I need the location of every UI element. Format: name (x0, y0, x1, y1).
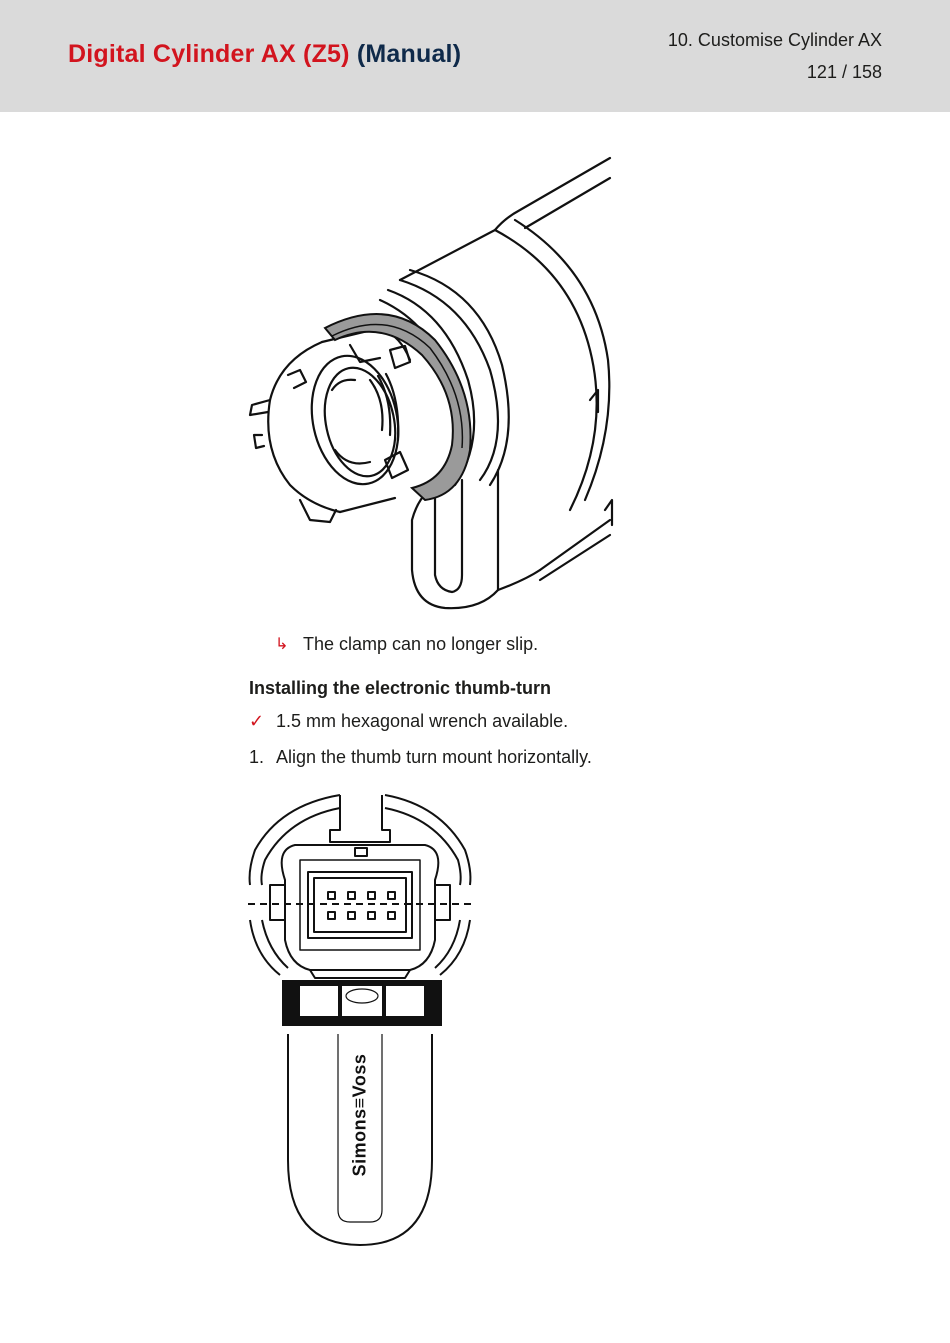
checkmark-icon: ✓ (249, 711, 265, 731)
page-header (0, 0, 950, 112)
result-arrow-icon: ↳ (275, 636, 289, 653)
chapter-title: 10. Customise Cylinder AX (667, 30, 882, 50)
step-number: 1. (249, 747, 265, 767)
document-title-product: Digital Cylinder AX (Z5) (68, 40, 350, 68)
brand-logo-text: Simons≡Voss (349, 1053, 370, 1177)
prerequisite-text: 1.5 mm hexagonal wrench available. (276, 711, 569, 731)
document-title-manual: (Manual) (356, 40, 462, 68)
step-text: Align the thumb turn mount horizontally. (276, 747, 592, 767)
section-subheading: Installing the electronic thumb-turn (249, 678, 552, 698)
thumb-turn-mount-illustration (240, 790, 480, 1250)
document-title (68, 40, 461, 69)
result-text: The clamp can no longer slip. (303, 634, 539, 654)
cylinder-clamp-illustration (240, 150, 620, 620)
page-number: 121 / 158 (806, 62, 882, 82)
